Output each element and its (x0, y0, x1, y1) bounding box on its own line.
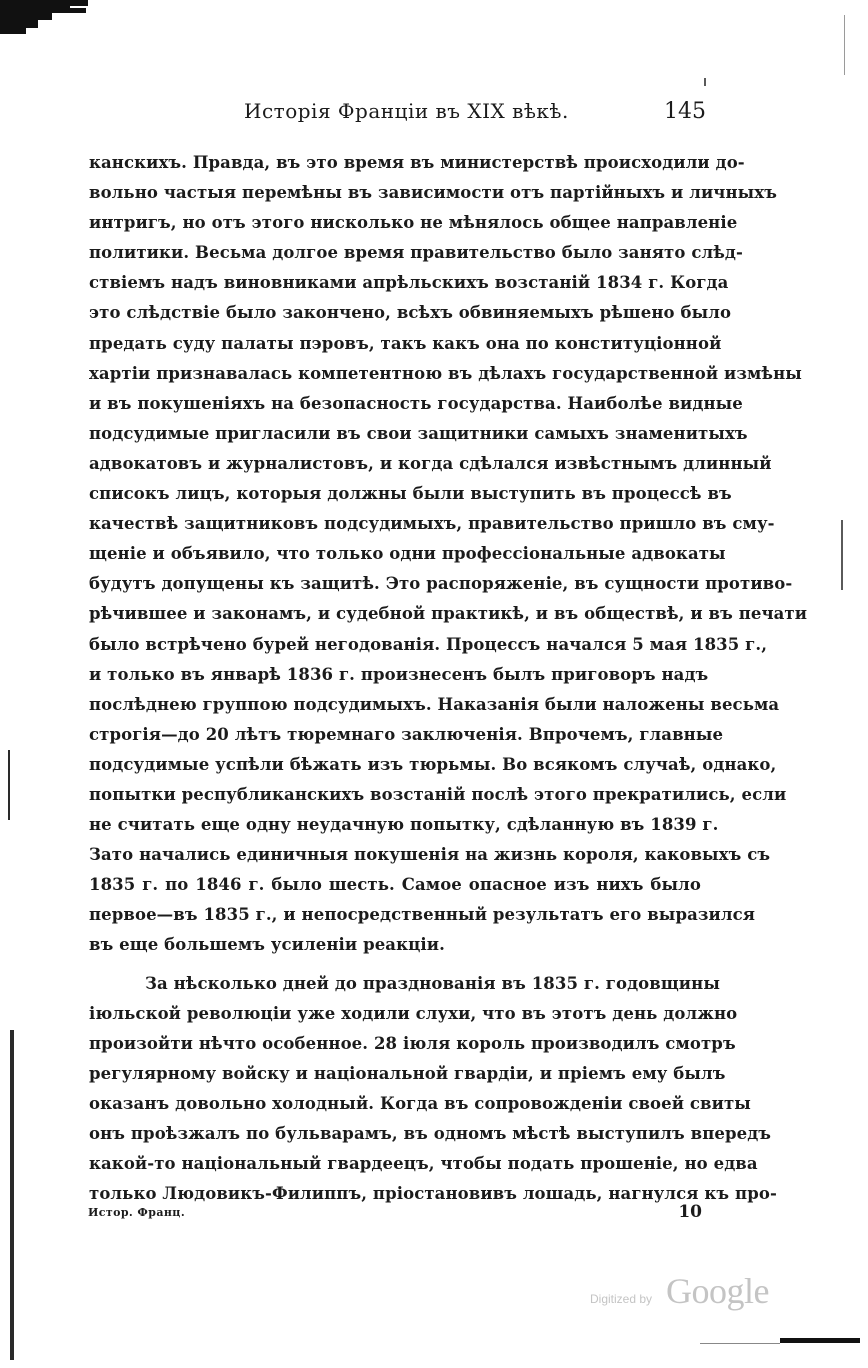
paragraph (89, 969, 777, 1210)
text-line: и только въ январѣ 1836 г. произнесенъ былъ приговоръ надъ (89, 664, 709, 684)
scan-edge-line (10, 1030, 14, 1360)
scan-corner-mark (0, 0, 96, 40)
scan-edge-line (8, 750, 10, 820)
watermark-prefix: Digitized by (590, 1292, 653, 1306)
text-line: подсудимые успѣли бѣжать изъ тюрьмы. Во всякомъ случаѣ, однако, (89, 754, 777, 774)
text-line: послѣднею группою подсудимыхъ. Наказанія были наложены весьма (89, 694, 780, 714)
text-line: интригъ, но отъ этого нисколько не мѣнялось общее направленіе (89, 213, 738, 233)
text-line: оказанъ довольно холодный. Когда въ сопровожденіи своей свиты (89, 1093, 751, 1113)
text-line: За нѣсколько дней до празднованія въ 1835 г. годовщины (145, 973, 720, 993)
text-line: канскихъ. Правда, въ это время въ министерствѣ происходили до- (89, 153, 745, 172)
text-line: въ еще большемъ усиленіи реакціи. (89, 935, 445, 955)
text-line: строгія—до 20 лѣтъ тюремнаго заключенія. Впрочемъ, главные (89, 724, 724, 744)
text-line: ствіемъ надъ виновниками апрѣльскихъ возстаній 1834 г. Когда (89, 273, 729, 293)
text-line: какой-то національный гвардеецъ, чтобы подать прошеніе, но едва (89, 1154, 758, 1174)
text-line: только Людовикъ-Филиппъ, пріостановивъ лошадь, нагнулся къ про- (89, 1184, 777, 1204)
text-line: хартіи признавалась компетентною въ дѣлахъ государственной измѣны (89, 363, 802, 383)
paragraph-gap (89, 961, 701, 969)
text-line: качествѣ защитниковъ подсудимыхъ, правительство пришло въ сму- (89, 514, 775, 534)
text-line: адвокатовъ и журналистовъ, и когда сдѣлался извѣстнымъ длинный (89, 453, 772, 473)
text-line: это слѣдствіе было закончено, всѣхъ обвиняемыхъ рѣшено было (89, 303, 732, 323)
text-line: списокъ лицъ, которыя должны были выступить въ процессѣ въ (89, 484, 732, 504)
scan-speck (844, 15, 845, 75)
footer-signature: Истор. Франц. (88, 1206, 186, 1219)
scan-speck (704, 78, 706, 86)
text-line: политики. Весьма долгое время правительство было занято слѣд- (89, 243, 743, 263)
text-line: Зато начались единичныя покушенія на жизнь короля, каковыхъ съ (89, 845, 771, 865)
scan-edge-line (700, 1343, 780, 1344)
text-line: первое—въ 1835 г., и непосредственный результатъ его выразился (89, 905, 756, 925)
page-number: 145 (664, 99, 706, 124)
text-line: было встрѣчено бурей негодованія. Процессъ начался 5 мая 1835 г., (89, 634, 768, 654)
text-line: 1835 г. по 1846 г. было шесть. Самое опасное изъ нихъ было (89, 875, 701, 895)
text-line: и въ покушеніяхъ на безопасность государства. Наиболѣе видные (89, 393, 743, 413)
digitized-watermark (590, 1270, 780, 1320)
text-line: рѣчившее и законамъ, и судебной практикѣ, и въ обществѣ, и въ печати (89, 604, 808, 624)
paragraph (89, 148, 808, 961)
text-line: вольно частыя перемѣны въ зависимости отъ партійныхъ и личныхъ (89, 183, 777, 203)
body-text (89, 148, 808, 1209)
text-line: предать суду палаты пэровъ, такъ какъ она по конституціонной (89, 333, 722, 353)
text-line: не считать еще одну неудачную попытку, сдѣланную въ 1839 г. (89, 815, 719, 835)
scan-speck (841, 520, 843, 590)
running-head: Исторія Франціи въ XIX вѣкѣ. (244, 99, 569, 123)
text-line: іюльской революціи уже ходили слухи, что въ этотъ день должно (89, 1003, 738, 1023)
text-line: произойти нѣчто особенное. 28 іюля король производилъ смотръ (89, 1033, 736, 1053)
google-logo: Google (666, 1271, 769, 1311)
text-line: подсудимые пригласили въ свои защитники самыхъ знаменитыхъ (89, 423, 748, 443)
scan-edge-line (780, 1338, 860, 1343)
text-line: щеніе и объявило, что только одни профессіональные адвокаты (89, 544, 726, 564)
text-line: будутъ допущены къ защитѣ. Это распоряженіе, въ сущности противо- (89, 574, 793, 594)
text-line: попытки республиканскихъ возстаній послѣ этого прекратились, если (89, 784, 787, 804)
footer-signature-number: 10 (678, 1202, 702, 1222)
text-line: регулярному войску и національной гвардіи, и пріемъ ему былъ (89, 1063, 726, 1083)
text-line: онъ проѣзжалъ по бульварамъ, въ одномъ мѣстѣ выступилъ впередъ (89, 1124, 772, 1143)
